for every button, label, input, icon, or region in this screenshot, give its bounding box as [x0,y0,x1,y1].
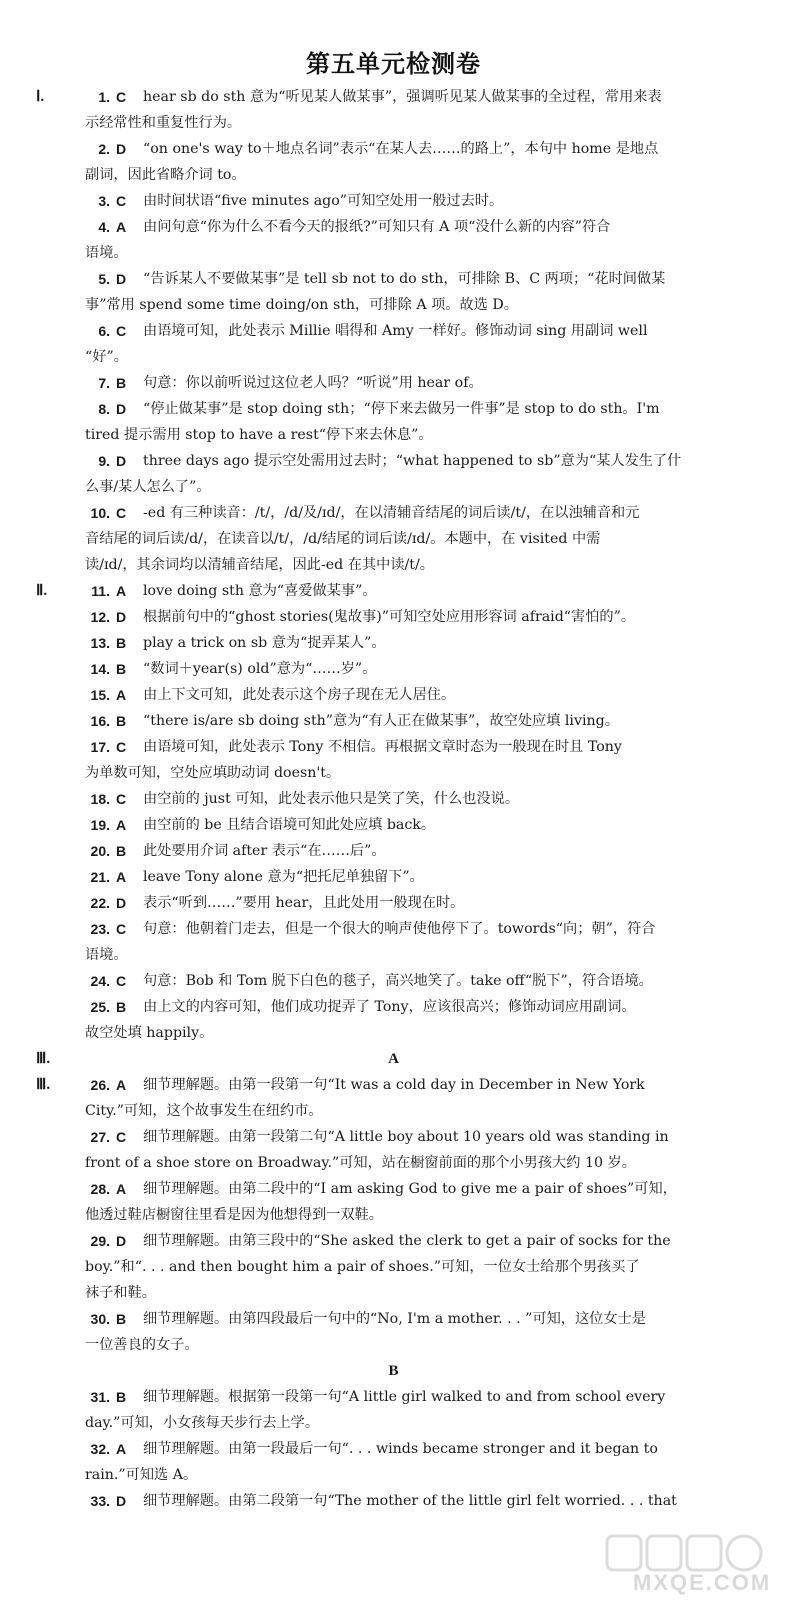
question-number: 28. [90,1181,110,1197]
explanation-line: -ed 有三种读音：/t/，/d/及/ɪd/，在以清辅音结尾的词后读/t/，在以浊辅音和元 [143,505,640,521]
explanation-line: “there is/are sb doing sth”意为“有人正在做某事”，故空处应填 living。 [143,713,619,729]
explanation-line: “告诉某人不要做某事”是 tell sb not to do sth，可排除 B、C 两项；“花时间做某 [143,271,666,287]
question-number: 21. [90,869,110,885]
watermark-text: MXQE.COM [633,1570,772,1595]
watermark-logo [599,1532,772,1596]
question-number: 5. [98,271,110,287]
answer-letter: A [116,687,127,703]
answer-entry [0,682,787,708]
explanation-line: 细节理解题。由第一段最后一句“. . . winds became stronger and it began to [143,1441,658,1457]
explanation-line: rain.”可知选 A。 [85,1467,198,1483]
answer-letter: B [116,635,127,651]
answer-letter: D [116,1233,127,1249]
question-number: 24. [90,973,110,989]
question-number: 10. [90,505,110,521]
explanation-line: 句意：Bob 和 Tom 脱下白色的毯子，高兴地笑了。take off“脱下”，符合语境。 [143,973,653,989]
question-number: 7. [98,375,110,391]
question-number: 8. [98,401,110,417]
explanation-line: 副词，因此省略介词 to。 [85,167,246,183]
answer-letter: B [116,1389,127,1405]
explanation-line: 语境。 [85,245,128,261]
question-number: 22. [90,895,110,911]
answer-entry [0,370,787,396]
question-number: 11. [91,583,110,599]
explanation-line: boy.”和“. . . and then bought him a pair of shoes.”可知，一位女士给那个男孩买了 [85,1259,640,1275]
explanation-line: 细节理解题。由第二段第一句“The mother of the little girl felt worried. . . that [143,1493,677,1509]
answer-letter: D [116,271,127,287]
explanation-line: 么事/某人怎么了”。 [85,479,211,495]
explanation-line: day.”可知，小女孩每天步行去上学。 [85,1415,320,1431]
answer-entry [0,1228,787,1306]
answer-entry [0,812,787,838]
question-number: 13. [90,635,110,651]
explanation-line: 示经常性和重复性行为。 [85,115,242,131]
answer-letter: C [116,973,127,989]
question-number: 23. [90,921,110,937]
question-number: 3. [98,193,110,209]
answer-letter: D [116,895,127,911]
explanation-line: hear sb do sth 意为“听见某人做某事”，强调听见某人做某事的全过程，常用来表 [143,89,662,105]
answer-entry [0,578,787,604]
answer-letter: C [116,89,127,105]
explanation-line: “数词＋year(s) old”意为“……岁”。 [143,661,377,677]
explanation-line: 表示“听到……”要用 hear，且此处用一般现在时。 [143,895,465,911]
question-number: 30. [90,1311,110,1327]
question-number: 31. [90,1389,110,1405]
explanation-line: play a trick on sb 意为“捉弄某人”。 [143,635,386,651]
answer-letter: C [116,1129,127,1145]
answer-letter: D [116,401,127,417]
explanation-line: three days ago 提示空处需用过去时；“what happened to sb”意为“某人发生了什 [143,453,682,469]
answer-entry [0,994,787,1046]
answer-letter: C [116,791,127,807]
question-number: 27. [90,1129,110,1145]
page-title: 第五单元检测卷 [306,50,481,78]
explanation-line: 由上文的内容可知，他们成功捉弄了 Tony，应该很高兴；修饰动词应用副词。 [143,999,636,1015]
answer-letter: A [116,869,127,885]
answer-entry [0,1124,787,1176]
explanation-line: 细节理解题。由第一段第一句“It was a cold day in December in New York [143,1077,645,1093]
section-label: Ⅱ. [36,583,48,599]
question-number: 6. [98,323,110,339]
explanation-line: “on one's way to＋地点名词”表示“在某人去……的路上”，本句中 home 是地点 [143,141,659,157]
explanation-line: 由时间状语“five minutes ago”可知空处用一般过去时。 [143,193,504,209]
answer-entry [0,656,787,682]
answer-letter: B [116,999,127,1015]
explanation-line: 句意：他朝着门走去，但是一个很大的响声使他停下了。towords“向；朝”，符合 [143,921,656,937]
section-label: Ⅰ. [36,89,45,105]
explanation-line: 细节理解题。由第三段中的“She asked the clerk to get a pair of socks for the [143,1233,671,1249]
question-number: 4. [98,219,110,235]
explanation-line: 细节理解题。由第二段中的“I am asking God to give me a pair of shoes”可知， [143,1181,677,1197]
question-number: 14. [90,661,110,677]
explanation-line: 由语境可知，此处表示 Millie 唱得和 Amy 一样好。修饰动词 sing 用副词 well [143,323,648,339]
explanation-line: 袜子和鞋。 [85,1285,156,1301]
answer-letter: C [116,323,127,339]
answer-letter: A [116,1441,127,1457]
answer-letter: B [116,843,127,859]
question-number: 32. [90,1441,110,1457]
explanation-line: tired 提示需用 stop to have a rest“停下来去休息”。 [85,427,433,443]
explanation-line: 读/ɪd/，其余词均以清辅音结尾，因此-ed 在其中读/t/。 [85,557,434,573]
answer-entry [0,500,787,578]
answer-entry [0,1072,787,1124]
explanation-line: 细节理解题。根据第一段第一句“A little girl walked to and from school every [143,1389,666,1405]
answer-letter: D [116,453,127,469]
question-number: 15. [90,687,110,703]
question-number: 17. [90,739,110,755]
answer-entry [0,318,787,370]
question-number: 9. [98,453,110,469]
answer-letter: A [116,817,127,833]
question-number: 20. [90,843,110,859]
question-number: 26. [90,1077,110,1093]
question-number: 2. [98,141,110,157]
answer-entry [0,968,787,994]
answer-entry [0,448,787,500]
explanation-line: love doing sth 意为“喜爱做某事”。 [143,583,377,599]
answer-entry [0,708,787,734]
answer-letter: A [116,1077,127,1093]
explanation-line: leave Tony alone 意为“把托尼单独留下”。 [143,869,424,885]
explanation-line: “好”。 [85,349,128,365]
question-number: 16. [90,713,110,729]
answer-entry [0,266,787,318]
explanation-line: 由空前的 be 且结合语境可知此处应填 back。 [143,817,436,833]
explanation-line: 语境。 [85,947,128,963]
explanation-line: 由问句意“你为什么不看今天的报纸?”可知只有 A 项“没什么新的内容”符合 [143,219,611,235]
answer-letter: D [116,609,127,625]
answer-entry [0,734,787,786]
question-number: 18. [90,791,110,807]
passage-subheading: A [388,1051,399,1067]
answer-letter: C [116,921,127,937]
answer-letter: C [116,505,127,521]
answer-entry [0,214,787,266]
explanation-line: “停止做某事”是 stop doing sth；“停下来去做另一件事”是 stop to do sth。I'm [143,401,660,417]
section-label: Ⅲ. [36,1051,51,1067]
explanation-line: front of a shoe store on Broadway.”可知，站在橱窗前面的那个小男孩大约 10 岁。 [85,1155,636,1171]
question-number: 33. [90,1493,110,1509]
explanation-line: 由空前的 just 可知，此处表示他只是笑了笑，什么也没说。 [143,791,520,807]
answer-letter: A [116,583,127,599]
question-number: 19. [90,817,110,833]
answer-entry [0,188,787,214]
explanation-line: 细节理解题。由第一段第二句“A little boy about 10 years old was standing in [143,1129,669,1145]
explanation-line: 句意：你以前听说过这位老人吗？“听说”用 hear of。 [143,375,483,391]
answer-letter: B [116,375,127,391]
answer-entry [0,1384,787,1436]
answer-letter: C [116,193,127,209]
answer-entry [0,890,787,916]
question-number: 25. [90,999,110,1015]
answer-letter: D [116,1493,127,1509]
explanation-line: 由上下文可知，此处表示这个房子现在无人居住。 [143,687,456,703]
answer-entry [0,838,787,864]
explanation-line: 音结尾的词后读/d/，在读音以/t/，/d/结尾的词后读/ɪd/。本题中，在 visited 中需 [85,531,601,547]
question-number: 29. [90,1233,110,1249]
explanation-line: 故空处填 happily。 [85,1025,214,1041]
answer-letter: B [116,713,127,729]
answer-letter: C [116,739,127,755]
explanation-line: 为单数可知，空处应填助动词 doesn't。 [85,765,341,781]
answer-letter: A [116,1181,127,1197]
answer-entry [0,1488,787,1514]
explanation-line: City.”可知，这个故事发生在纽约市。 [85,1103,323,1119]
answer-entry [0,630,787,656]
section-label: Ⅲ. [36,1077,51,1093]
answer-entry [0,604,787,630]
question-number: 1. [98,89,110,105]
passage-subheading: B [388,1363,399,1379]
answer-entry [0,1436,787,1488]
answer-entry [0,864,787,890]
answer-entry [0,84,787,136]
answer-entry [0,136,787,188]
answer-letter: B [116,1311,127,1327]
answer-letter: A [116,219,127,235]
explanation-line: 事”常用 spend some time doing/on sth，可排除 A 项。故选 D。 [85,297,518,313]
explanation-line: 由语境可知，此处表示 Tony 不相信。再根据文章时态为一般现在时且 Tony [143,739,622,755]
answer-entry [0,396,787,448]
answer-entry [0,1306,787,1358]
answer-entry [0,786,787,812]
question-number: 12. [90,609,110,625]
answer-entry [0,1176,787,1228]
explanation-line: 此处要用介词 after 表示“在……后”。 [143,843,386,859]
explanation-line: 他透过鞋店橱窗往里看是因为他想得到一双鞋。 [85,1207,383,1223]
answer-entry [0,916,787,968]
explanation-line: 一位善良的女子。 [85,1337,199,1353]
answer-letter: D [116,141,127,157]
explanation-line: 根据前句中的“ghost stories(鬼故事)”可知空处应用形容词 afraid“害怕的”。 [143,609,636,625]
answer-letter: B [116,661,127,677]
explanation-line: 细节理解题。由第四段最后一句中的“No, I'm a mother. . . ”可知，这位女士是 [143,1311,646,1327]
